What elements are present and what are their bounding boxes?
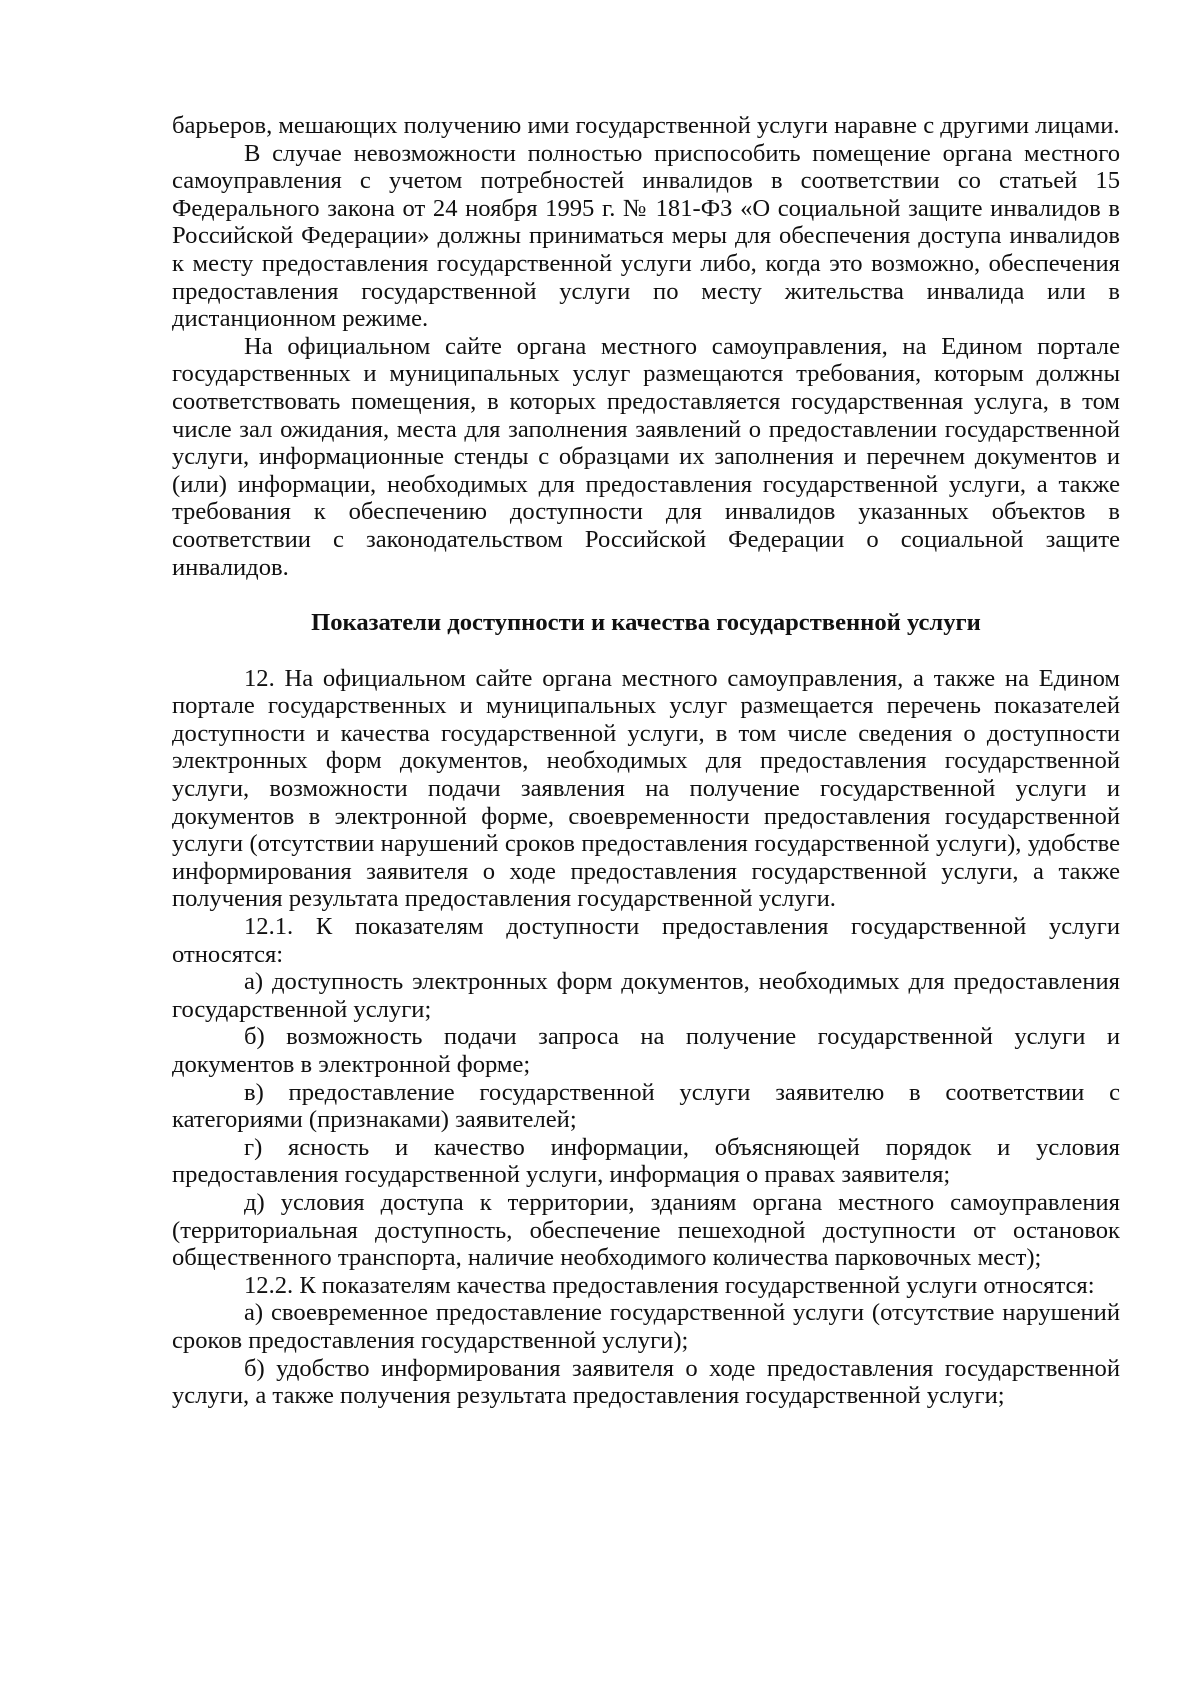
paragraph-premises-requirements: На официальном сайте органа местного самоуправления, на Едином портале государственных и муниципальных услуг размещаются требования, которым должны соответствовать помещения, в которых предоставляется государственная услуга, в том числе зал ожидания, места для заполнения заявлений о предоставлении государственной услуги, информационные стенды с образцами их заполнения и перечнем документов и (или) информации, необходимых для предоставления государственной услуги, а также требования к обеспечению доступности для инвалидов указанных объектов в соответствии с законодательством Российской Федерации о социальной защите инвалидов. <box>172 332 1120 581</box>
paragraph-item-12-2-a: а) своевременное предоставление государственной услуги (отсутствие нарушений сроков предоставления государственной услуги); <box>172 1299 1120 1354</box>
paragraph-item-12-2: 12.2. К показателям качества предоставления государственной услуги относятся: <box>244 1271 1095 1299</box>
paragraph-item-12-1-g: г) ясность и качество информации, объясняющей порядок и условия предоставления государственной услуги, информация о правах заявителя; <box>172 1133 1120 1189</box>
paragraph-item-12: 12. На официальном сайте органа местного самоуправления, а также на Едином портале государственных и муниципальных услуг размещается перечень показателей доступности и качества государственной услуги, в том числе сведения о доступности электронных форм документов, необходимых для предоставления государственной услуги, возможности подачи заявления на получение государственной услуги и документов в электронной форме, своевременности предоставления государственной услуги (отсутствии нарушений сроков предоставления государственной услуги), удобстве информирования заявителя о ходе предоставления государственной услуги, а также получения результата предоставления государственной услуги. <box>172 664 1120 913</box>
paragraph-item-12-1-a: а) доступность электронных форм документов, необходимых для предоставления государственной услуги; <box>172 968 1120 1023</box>
paragraph-item-12-1-v: в) предоставление государственной услуги заявителю в соответствии с категориями (признаками) заявителей; <box>172 1078 1120 1134</box>
paragraph-item-12-1-b: б) возможность подачи запроса на получение государственной услуги и документов в электронной форме; <box>172 1023 1120 1078</box>
paragraph-item-12-1-d: д) условия доступа к территории, зданиям органа местного самоуправления (территориальная доступность, обеспечение пешеходной доступности от остановок общественного транспорта, наличие необходимого количества парковочных мест); <box>172 1188 1120 1272</box>
paragraph-item-12-1: 12.1. К показателям доступности предоставления государственной услуги относятся: <box>172 913 1120 968</box>
paragraph-barriers-continuation: барьеров, мешающих получению ими государственной услуги наравне с другими лицами. <box>172 112 1120 139</box>
document-page <box>172 112 1120 1410</box>
paragraph-premises-adaptation: В случае невозможности полностью приспособить помещение органа местного самоуправления с учетом потребностей инвалидов в соответствии со статьей 15 Федерального закона от 24 ноября 1995 г. № 181-ФЗ «О социальной защите инвалидов в Российской Федерации» должны приниматься меры для обеспечения доступа инвалидов к месту предоставления государственной услуги либо, когда это возможно, обеспечения предоставления государственной услуги по месту жительства инвалида или в дистанционном режиме. <box>172 139 1120 333</box>
section-title: Показатели доступности и качества государственной услуги <box>311 609 981 637</box>
paragraph-item-12-2-b: б) удобство информирования заявителя о ходе предоставления государственной услуги, а также получения результата предоставления государственной услуги; <box>172 1354 1120 1410</box>
